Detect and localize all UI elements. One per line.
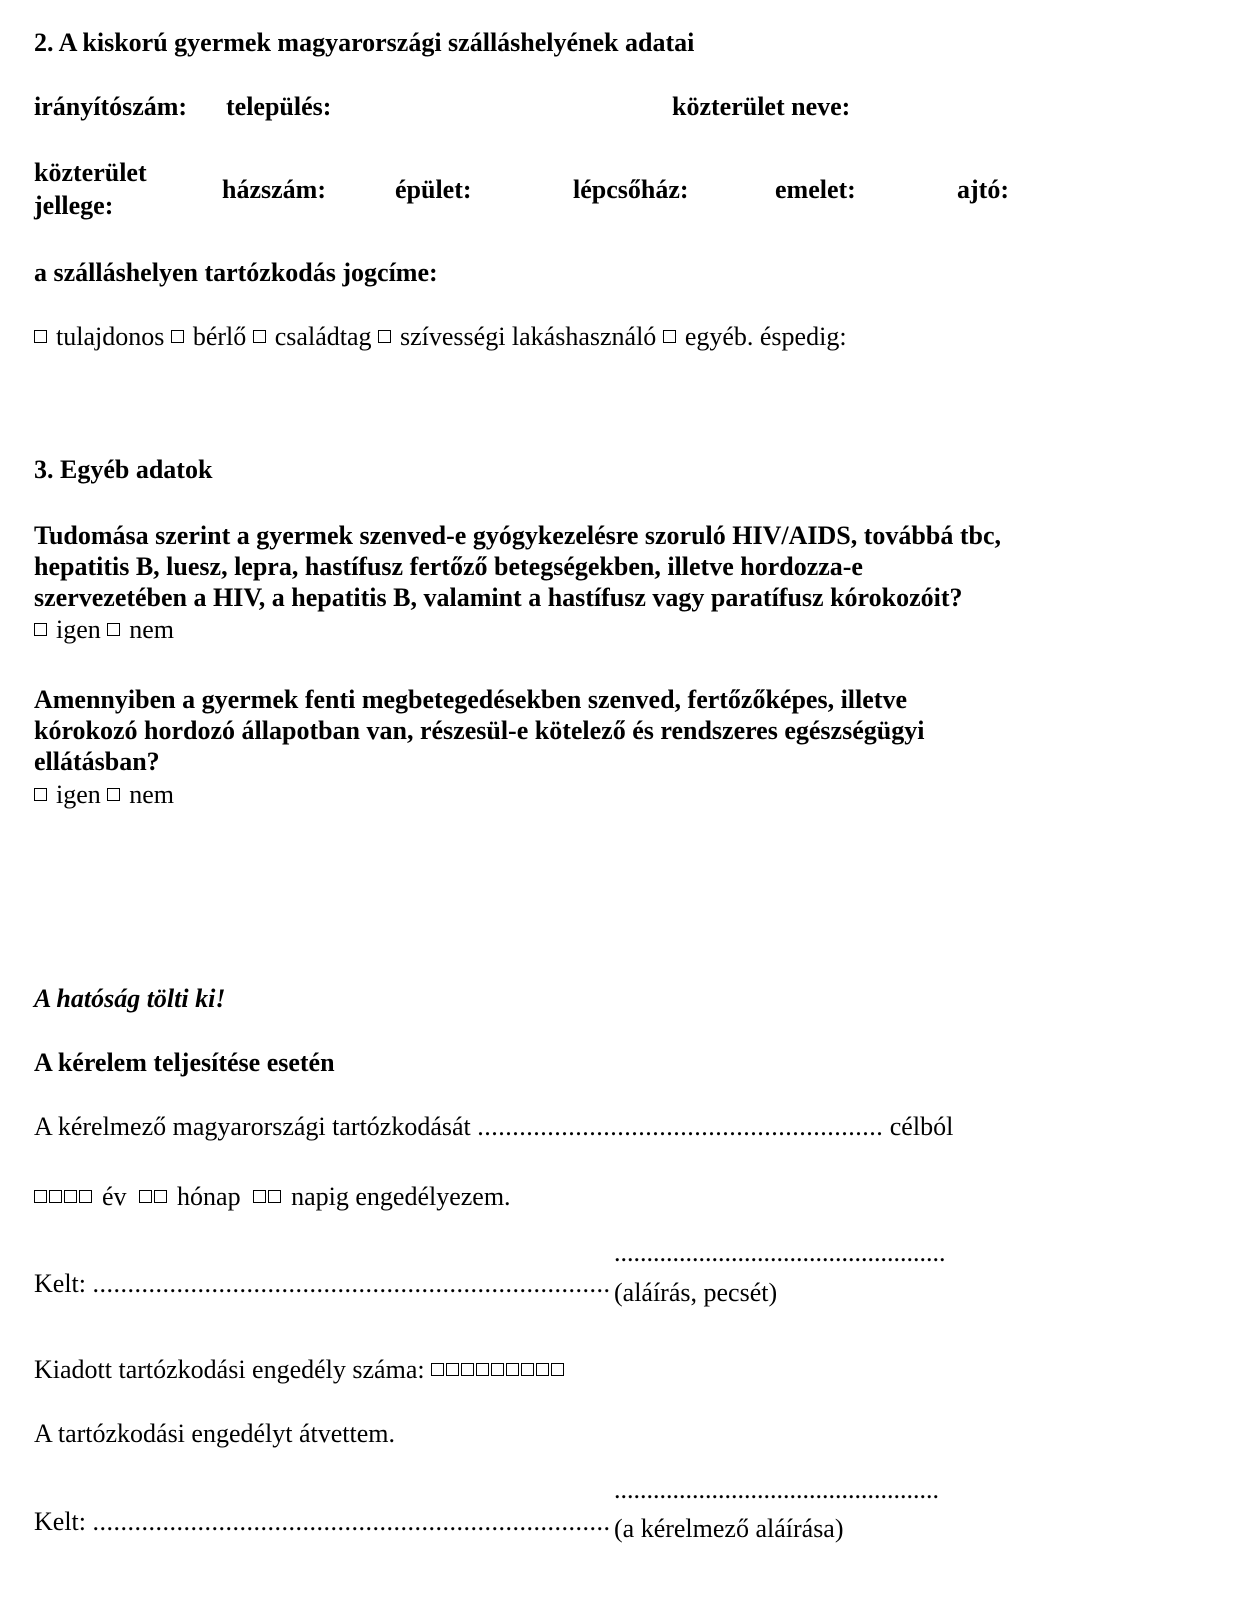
q2-options bbox=[34, 779, 174, 810]
option-family-member[interactable]: családtag bbox=[253, 322, 372, 351]
dated-line-2: Kelt: .......................................................................... bbox=[34, 1507, 611, 1536]
zip-label: irányítószám: bbox=[34, 92, 188, 121]
option-tenant[interactable]: bérlő bbox=[171, 322, 246, 351]
permit-number-boxes[interactable] bbox=[431, 1354, 566, 1385]
question-line: ellátásban? bbox=[34, 747, 160, 776]
option-other[interactable]: egyéb. éspedig: bbox=[663, 322, 847, 351]
q2-option-no[interactable]: nem bbox=[107, 780, 174, 809]
question-line: hepatitis B, luesz, lepra, hastífusz fertőző betegségekben, illetve hordozza-e bbox=[34, 552, 863, 581]
signature-field-2[interactable]: .................................................. bbox=[614, 1475, 939, 1504]
question-infectious-disease bbox=[34, 520, 1001, 613]
checkbox-q2-yes[interactable] bbox=[34, 788, 47, 801]
signature-field-1[interactable]: ................................................... bbox=[614, 1238, 946, 1267]
authority-heading: A kérelem teljesítése esetén bbox=[34, 1048, 335, 1077]
purpose-line: A kérelmező magyarországi tartózkodását .......................................................... célból bbox=[34, 1112, 954, 1141]
checkbox-q2-no[interactable] bbox=[107, 788, 120, 801]
dated-line-1: Kelt: .......................................................................... bbox=[34, 1269, 611, 1298]
dated-field-1[interactable]: .......................................................................... bbox=[92, 1269, 611, 1298]
month-boxes[interactable] bbox=[139, 1181, 169, 1212]
question-health-care bbox=[34, 684, 924, 777]
checkbox-owner[interactable] bbox=[34, 330, 47, 343]
q1-option-no[interactable]: nem bbox=[107, 615, 174, 644]
section2-heading: 2. A kiskorú gyermek magyarországi szálláshelyének adatai bbox=[34, 28, 695, 57]
floor-label: emelet: bbox=[775, 175, 856, 204]
residence-title-label: a szálláshelyen tartózkodás jogcíme: bbox=[34, 258, 438, 287]
duration-line: év hónap napig engedélyezem. bbox=[34, 1181, 511, 1212]
permit-number-line: Kiadott tartózkodási engedély száma: bbox=[34, 1354, 574, 1385]
house-number-label: házszám: bbox=[222, 175, 326, 204]
settlement-label: település: bbox=[226, 92, 332, 121]
staircase-label: lépcsőház: bbox=[573, 175, 689, 204]
question-line: kórokozó hordozó állapotban van, részesül-e kötelező és rendszeres egészségügyi bbox=[34, 716, 925, 745]
checkbox-courtesy-user[interactable] bbox=[378, 330, 391, 343]
door-label: ajtó: bbox=[957, 175, 1009, 204]
q2-option-yes[interactable]: igen bbox=[34, 780, 101, 809]
purpose-field[interactable]: .......................................................... bbox=[477, 1112, 884, 1141]
q1-options bbox=[34, 614, 174, 645]
signature-label-1: (aláírás, pecsét) bbox=[614, 1278, 778, 1307]
street-type-label-line2: jellege: bbox=[34, 191, 114, 220]
building-label: épület: bbox=[395, 175, 472, 204]
authority-note: A hatóság tölti ki! bbox=[34, 984, 226, 1013]
question-line: Amennyiben a gyermek fenti megbetegedésekben szenved, fertőzőképes, illetve bbox=[34, 685, 907, 714]
checkbox-family-member[interactable] bbox=[253, 330, 266, 343]
question-line: szervezetében a HIV, a hepatitis B, valamint a hastífusz vagy paratífusz kórokozóit? bbox=[34, 583, 963, 612]
residence-title-options bbox=[34, 321, 847, 352]
signature-label-2: (a kérelmező aláírása) bbox=[614, 1514, 844, 1543]
day-boxes[interactable] bbox=[253, 1181, 283, 1212]
checkbox-q1-no[interactable] bbox=[107, 623, 120, 636]
checkbox-other[interactable] bbox=[663, 330, 676, 343]
street-type-label-line1: közterület bbox=[34, 158, 147, 187]
option-courtesy-user[interactable]: szívességi lakáshasználó bbox=[378, 322, 656, 351]
dated-field-2[interactable]: .......................................................................... bbox=[92, 1507, 611, 1536]
street-name-label: közterület neve: bbox=[672, 92, 851, 121]
checkbox-q1-yes[interactable] bbox=[34, 623, 47, 636]
checkbox-tenant[interactable] bbox=[171, 330, 184, 343]
question-line: Tudomása szerint a gyermek szenved-e gyógykezelésre szoruló HIV/AIDS, továbbá tbc, bbox=[34, 521, 1001, 550]
year-boxes[interactable] bbox=[34, 1181, 94, 1212]
option-owner[interactable]: tulajdonos bbox=[34, 322, 164, 351]
q1-option-yes[interactable]: igen bbox=[34, 615, 101, 644]
section3-heading: 3. Egyéb adatok bbox=[34, 455, 213, 484]
received-statement: A tartózkodási engedélyt átvettem. bbox=[34, 1419, 395, 1448]
